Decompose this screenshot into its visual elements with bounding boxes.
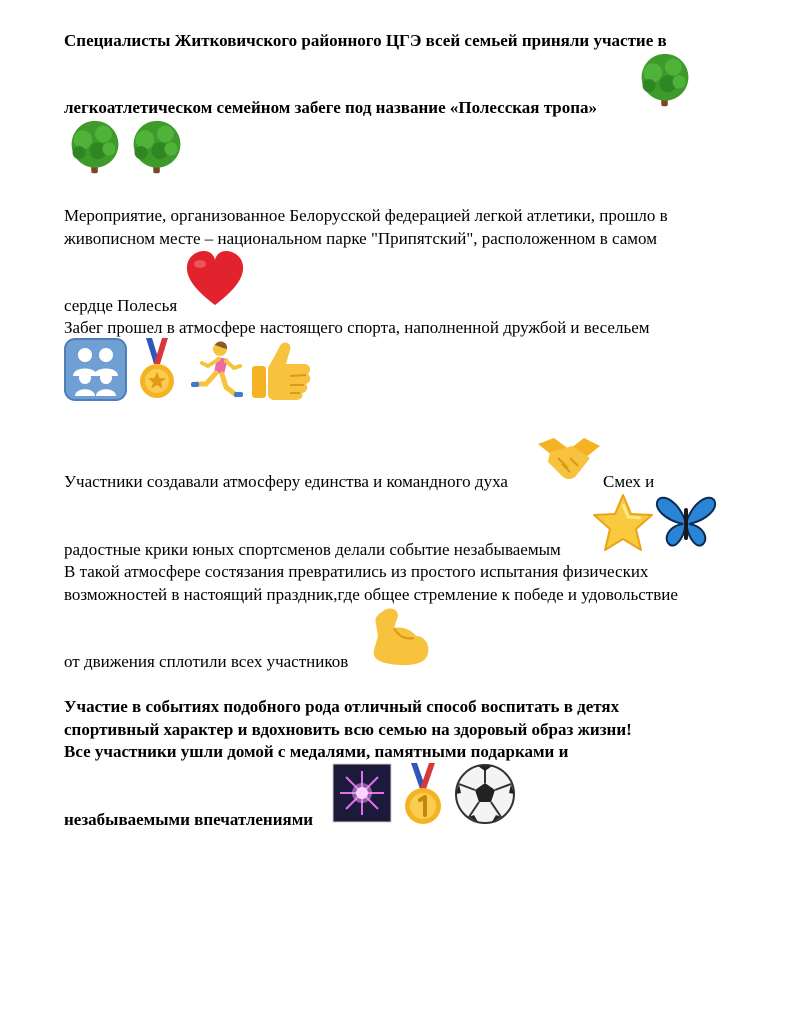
muscle-icon [368, 606, 432, 668]
tree-icon [636, 51, 694, 111]
heart-icon [185, 250, 245, 308]
butterfly-icon [655, 494, 717, 550]
body-line-2: живописном месте – национальном парке "Припятский", расположенном в самом [64, 229, 657, 248]
closing-line-1: Участие в событиях подобного рода отличный способ воспитать в детях [64, 697, 620, 716]
tree-icon [128, 118, 186, 178]
runner-icon [190, 340, 246, 400]
soccer-ball-icon [454, 763, 516, 825]
body-line-6: Смех и [603, 472, 655, 491]
handshake-icon [536, 436, 602, 482]
body-line-5: Участники создавали атмосферу единства и командного духа [64, 472, 508, 491]
body-line-4: Забег прошел в атмосфере настоящего спорта, наполненной дружбой и весельем [64, 318, 650, 337]
fireworks-icon [332, 763, 392, 823]
tree-icon [66, 118, 124, 178]
body-line-8: В такой атмосфере состязания превратились из простого испытания физических [64, 562, 649, 581]
first-place-medal-icon [402, 763, 444, 825]
family-icon [64, 338, 127, 401]
body-line-1: Мероприятие, организованное Белорусской федерацией легкой атлетики, прошло в [64, 206, 668, 225]
closing-line-3: Все участники ушли домой с медалями, памятными подарками и [64, 742, 569, 761]
closing-line-2: спортивный характер и вдохновить всю семью на здоровый образ жизни! [64, 720, 632, 739]
closing-line-4: незабываемыми впечатлениями [64, 810, 314, 829]
heading-line-2: легкоатлетическом семейном забеге под название «Полесская тропа» [64, 98, 598, 117]
body-line-10: от движения сплотили всех участников [64, 652, 349, 671]
thumbs-up-icon [250, 338, 312, 402]
body-line-3: сердце Полесья [64, 296, 178, 315]
star-icon [591, 492, 655, 554]
medal-icon [138, 338, 176, 400]
body-line-9: возможностей в настоящий праздник,где общее стремление к победе и удовольствие [64, 585, 678, 604]
body-line-7: радостные крики юных спортсменов делали событие незабываемым [64, 540, 561, 559]
heading-line-1: Специалисты Житковичского районного ЦГЭ всей семьей приняли участие в [64, 31, 667, 50]
